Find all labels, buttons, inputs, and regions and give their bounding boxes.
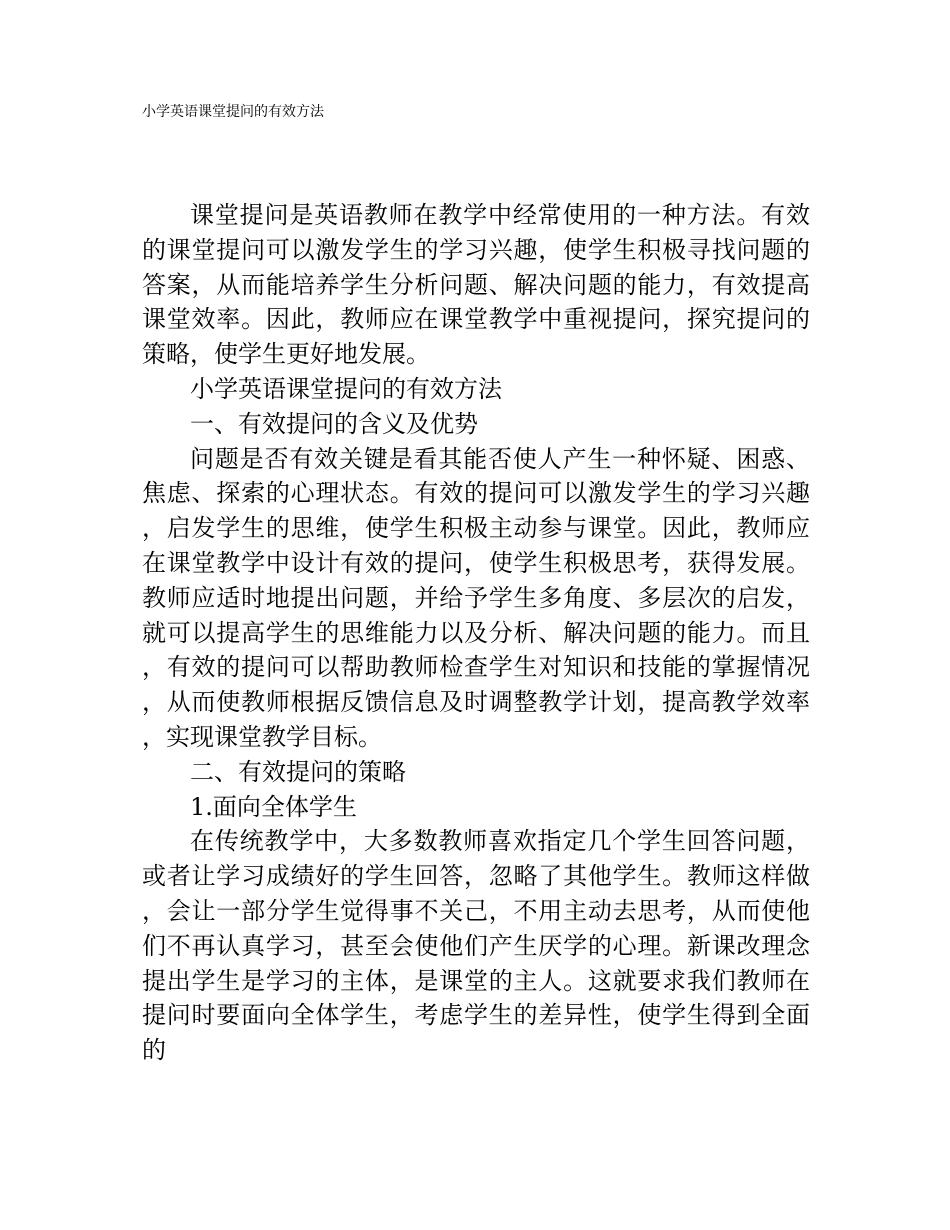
section-title: 小学英语课堂提问的有效方法 [190,374,502,403]
paragraph-all-students: 在传统教学中，大多数教师喜欢指定几个学生回答问题，或者让学习成绩好的学生回答，忽略了其他学生。教师这样做，会让一部分学生觉得事不关己，不用主动去思考，从而使他们不再认真学习，甚至会使他们产生厌学的心理。新课改理念提出学生是学习的主体，是课堂的主人。这就要求我们教师在提问时要面向全体学生，考虑学生的差异性，使学生得到全面的 [142,827,810,1065]
heading-strategies: 二、有效提问的策略 [190,757,406,786]
paragraph-meaning-advantages: 问题是否有效关键是看其能否使人产生一种怀疑、困惑、焦虑、探索的心理状态。有效的提问可以激发学生的学习兴趣，启发学生的思维，使学生积极主动参与课堂。因此，教师应在课堂教学中设计有效的提问，使学生积极思考，获得发展。教师应适时地提出问题，并给予学生多角度、多层次的启发，就可以提高学生的思维能力以及分析、解决问题的能力。而且，有效的提问可以帮助教师检查学生对知识和技能的掌握情况，从而使教师根据反馈信息及时调整教学计划，提高教学效率，实现课堂教学目标。 [142,444,810,751]
heading-meaning-advantages: 一、有效提问的含义及优势 [190,409,478,438]
subheading-all-students: 1.面向全体学生 [190,792,357,821]
paragraph-intro: 课堂提问是英语教师在教学中经常使用的一种方法。有效的课堂提问可以激发学生的学习兴趣，使学生积极寻找问题的答案，从而能培养学生分析问题、解决问题的能力，有效提高课堂效率。因此，教师应在课堂教学中重视提问，探究提问的策略，使学生更好地发展。 [142,201,810,369]
page-header: 小学英语课堂提问的有效方法 [142,104,324,120]
document-body [142,198,810,1068]
